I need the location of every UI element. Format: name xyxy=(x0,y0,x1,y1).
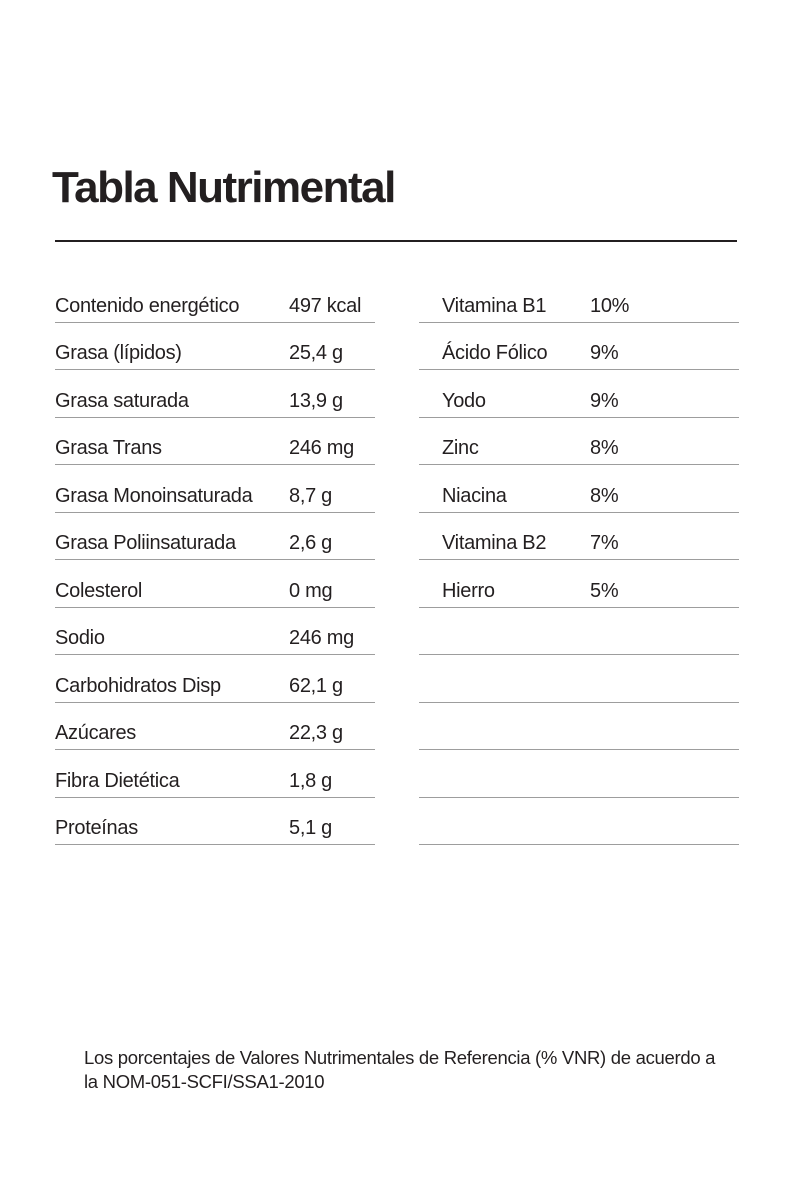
footnote: Los porcentajes de Valores Nutrimentales de Referencia (% VNR) de acuerdo a la NOM-051-SCFI/SSA1-2010 xyxy=(84,1047,716,1092)
vitamin-label: Niacina xyxy=(442,484,507,507)
vitamin-value: 9% xyxy=(590,342,619,364)
nutrient-value: 62,1 g xyxy=(289,674,343,697)
table-row xyxy=(55,513,375,561)
nutrient-value: 246 mg xyxy=(289,437,354,459)
table-row xyxy=(55,750,375,798)
table-row-empty xyxy=(419,655,739,703)
vitamin-value: 9% xyxy=(590,389,619,412)
table-row-empty xyxy=(419,703,739,751)
vitamin-label: Ácido Fólico xyxy=(442,342,548,364)
table-row xyxy=(55,418,375,466)
nutrient-value: 1,8 g xyxy=(289,769,332,792)
nutrient-label: Grasa (lípidos) xyxy=(55,342,182,364)
vitamin-label: Yodo xyxy=(442,389,486,412)
nutrient-label: Sodio xyxy=(55,627,105,649)
vitamin-value: 8% xyxy=(590,484,619,507)
nutrient-label: Grasa saturada xyxy=(55,389,189,412)
nutrient-label: Grasa Trans xyxy=(55,437,162,459)
nutrient-value: 2,6 g xyxy=(289,532,332,554)
vitamin-label: Vitamina B1 xyxy=(442,294,547,317)
nutrients-table xyxy=(55,275,375,845)
nutrient-value: 497 kcal xyxy=(289,294,362,317)
table-row xyxy=(55,465,375,513)
nutrient-label: Proteínas xyxy=(55,817,138,839)
vitamin-value: 8% xyxy=(590,437,619,459)
vitamin-label: Hierro xyxy=(442,579,495,602)
table-row xyxy=(55,275,375,323)
page-title: Tabla Nutrimental xyxy=(52,163,395,212)
vitamins-table xyxy=(419,275,739,845)
table-row xyxy=(419,418,739,466)
nutrient-value: 13,9 g xyxy=(289,389,343,412)
table-row xyxy=(419,370,739,418)
nutrient-label: Azúcares xyxy=(55,722,136,744)
nutrient-label: Carbohidratos Disp xyxy=(55,674,221,697)
table-row-empty xyxy=(419,750,739,798)
vitamin-label: Zinc xyxy=(442,437,479,459)
table-row xyxy=(55,370,375,418)
vitamin-label: Vitamina B2 xyxy=(442,532,547,554)
table-row xyxy=(419,560,739,608)
table-row xyxy=(55,798,375,846)
title-divider xyxy=(55,240,737,242)
table-row xyxy=(55,608,375,656)
nutrient-label: Contenido energético xyxy=(55,294,240,317)
table-row xyxy=(55,323,375,371)
table-row xyxy=(55,560,375,608)
vitamin-value: 10% xyxy=(590,294,630,317)
nutrient-value: 0 mg xyxy=(289,579,333,602)
nutrient-value: 22,3 g xyxy=(289,722,343,744)
vitamin-value: 5% xyxy=(590,579,619,602)
table-row xyxy=(55,703,375,751)
table-row-empty xyxy=(419,608,739,656)
table-row xyxy=(419,323,739,371)
table-row xyxy=(419,275,739,323)
nutrient-value: 246 mg xyxy=(289,627,354,649)
nutrient-label: Colesterol xyxy=(55,579,143,602)
table-row-empty xyxy=(419,798,739,846)
nutrient-value: 8,7 g xyxy=(289,484,332,507)
nutrient-label: Fibra Dietética xyxy=(55,769,180,792)
table-row xyxy=(419,465,739,513)
vitamin-value: 7% xyxy=(590,532,619,554)
table-row xyxy=(55,655,375,703)
table-row xyxy=(419,513,739,561)
nutrient-label: Grasa Poliinsaturada xyxy=(55,532,236,554)
nutrient-value: 5,1 g xyxy=(289,817,332,839)
nutrient-label: Grasa Monoinsaturada xyxy=(55,484,253,507)
nutrient-value: 25,4 g xyxy=(289,342,343,364)
